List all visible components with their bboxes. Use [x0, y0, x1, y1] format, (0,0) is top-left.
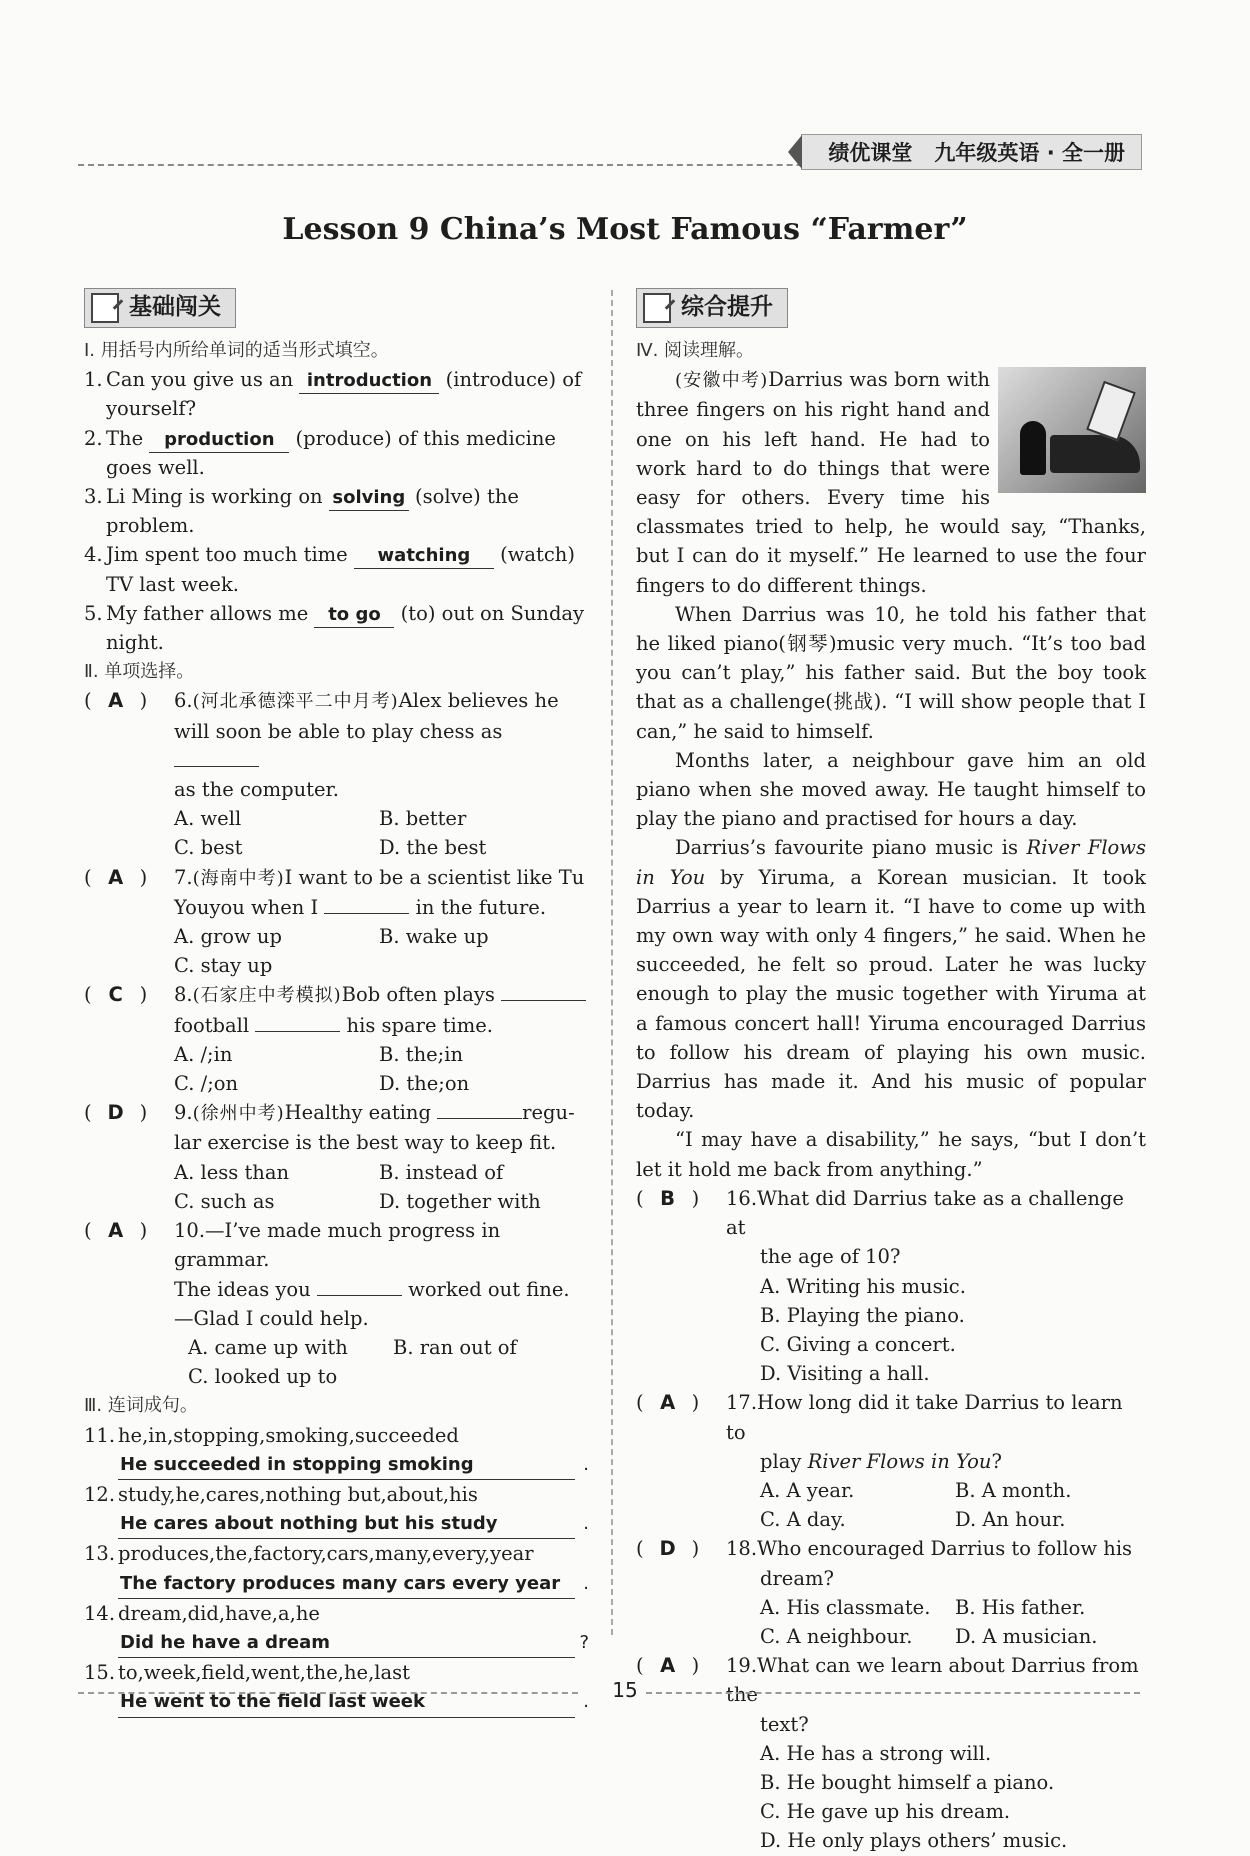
answer-blank: to go [314, 602, 394, 628]
choice-answer: C [108, 983, 123, 1007]
item-text: his spare time. [346, 1013, 494, 1037]
blank-line [437, 1100, 522, 1119]
item-body [726, 1388, 1146, 1476]
answer-paren: ( A ) [84, 686, 174, 804]
header-tab [801, 134, 1142, 170]
reading-question [636, 1184, 1146, 1272]
item-number: 7. [174, 865, 193, 889]
option: B. He bought himself a piano. [760, 1770, 1055, 1794]
answer-text: He cares about nothing but his study [120, 1513, 498, 1535]
item-number: 13. [84, 1542, 116, 1566]
item-text: What did Darrius take as a challenge at [726, 1186, 1124, 1240]
answer-blank: production [149, 427, 289, 453]
item-number: 15. [84, 1661, 116, 1685]
item-continuation: night. [106, 631, 164, 655]
choice-answer: A [660, 1654, 676, 1678]
option: D. together with [379, 1189, 541, 1213]
fill-blank-item [84, 540, 589, 598]
item-text: The ideas you [174, 1277, 311, 1301]
item-text: worked out fine. [408, 1277, 570, 1301]
passage-paragraph-3: Months later, a neighbour gave him an old piano when she moved away. He taught himself to play the piano and practised for hours a day. [636, 748, 1146, 831]
passage-paragraph-1: (安徽中考)Darrius was born with three fingers on his right hand and one on his left hand. He had to work hard to do things that were easy for others. Every time his classmates tried to help, he would say, “Thanks, but I can do it myself.” He learned to use the four fingers to do different things. [636, 368, 1146, 597]
item-number: 14. [84, 1601, 116, 1625]
fill-blank-item [84, 365, 589, 423]
lesson-title: Lesson 9 China’s Most Famous “Farmer” [282, 212, 968, 247]
item-line [174, 717, 589, 775]
passage-paragraph-4: Darrius’s favourite piano music is River Flows in You by Yiruma, a Korean musician. It took Darrius a year to learn it. “I have to come up with my own way with only 4 fingers,” he said. When he succeeded, he felt so proud. Later he was lucky enough to play the music together with Yiruma at a famous concert hall! Yiruma encouraged Darrius to follow his dream of playing his own music. Darrius has made it. And his music of popular today. [636, 836, 1146, 1123]
item-continuation: problem. [106, 514, 195, 538]
option: C. Giving a concert. [760, 1332, 956, 1356]
option: D. An hour. [955, 1508, 1066, 1532]
item-text: I want to be a scientist like Tu [284, 865, 585, 889]
reading-questions [636, 1184, 1146, 1856]
word-list: produces,the,factory,cars,many,every,year [118, 1542, 534, 1566]
item-text: Bob often plays [341, 983, 495, 1007]
option: D. the best [379, 836, 487, 860]
part1-heading: Ⅰ. 用括号内所给单词的适当形式填空。 [84, 340, 389, 361]
item-number: 5. [84, 601, 103, 625]
option: A. well [174, 807, 242, 831]
option: A. less than [174, 1160, 290, 1184]
option: B. ran out of [393, 1335, 517, 1359]
blank-line [174, 748, 259, 767]
fill-blank-item [84, 482, 589, 540]
reading-passage [636, 365, 1146, 1184]
choice-answer: D [107, 1101, 124, 1125]
option: A. grow up [174, 925, 282, 949]
word-list: he,in,stopping,smoking,succeeded [118, 1423, 459, 1447]
item-text: the age of 10? [760, 1245, 901, 1269]
item-body [174, 686, 589, 804]
item-text: (produce) of this medicine [295, 426, 556, 450]
item-line [726, 1564, 1132, 1593]
answer-paren: ( D ) [636, 1534, 726, 1592]
header-brand: 绩优课堂 [828, 141, 913, 165]
choice-options [188, 1333, 589, 1391]
item-text: (to) out on Sunday [400, 601, 585, 625]
blank-line [255, 1013, 340, 1032]
word-order-item [84, 1539, 589, 1568]
item-body [106, 599, 584, 657]
item-text: (solve) the [415, 485, 519, 509]
sentence-answer [118, 1569, 589, 1599]
header-book: 九年级英语 · 全一册 [934, 141, 1125, 165]
choice-answer: A [108, 689, 124, 713]
item-number: 19. [726, 1654, 758, 1678]
option: A. He has a strong will. [760, 1741, 992, 1765]
option: A. came up with [188, 1335, 348, 1359]
item-line [726, 1447, 1146, 1476]
item-body [106, 540, 575, 598]
item-text: in the future. [415, 895, 547, 919]
choice-item [84, 1216, 589, 1333]
item-body [174, 1098, 575, 1157]
item-continuation: goes well. [106, 455, 205, 479]
item-text: dream? [760, 1566, 834, 1590]
item-text: Can you give us an [106, 368, 294, 392]
answer-paren: ( A ) [636, 1388, 726, 1476]
item-text: Li Ming is working on [106, 485, 323, 509]
reading-question [636, 1534, 1146, 1592]
word-order-item [84, 1421, 589, 1450]
end-punct: ? [579, 1631, 589, 1653]
answer-paren: ( D ) [84, 1098, 174, 1157]
item-text: My father allows me [106, 601, 309, 625]
item-source: (徐州中考) [192, 1103, 285, 1125]
right-column [636, 288, 1146, 1856]
option: A. A year. [760, 1478, 855, 1502]
choice-answer: A [108, 1219, 124, 1243]
item-number: 2. [84, 426, 103, 450]
choice-answer: B [660, 1186, 676, 1210]
option: D. the;on [379, 1072, 470, 1096]
item-number: 17. [726, 1391, 758, 1415]
item-line [726, 1242, 1146, 1271]
option: B. better [379, 807, 467, 831]
answer-blank: watching [354, 543, 494, 569]
column-divider [611, 290, 613, 1635]
end-punct: . [583, 1572, 589, 1594]
option: B. A month. [955, 1478, 1072, 1502]
item-line [174, 893, 584, 922]
item-line [174, 1216, 589, 1274]
item-number: 11. [84, 1423, 116, 1447]
choice-options [174, 1040, 589, 1098]
item-body [106, 365, 581, 423]
fill-blank-item [84, 424, 589, 482]
option: D. A musician. [955, 1624, 1098, 1648]
item-body [174, 1216, 589, 1333]
choice-answer: A [660, 1391, 676, 1415]
part2-items [84, 686, 589, 1391]
choice-options [760, 1476, 1146, 1534]
end-punct: . [583, 1513, 589, 1535]
item-number: 6. [174, 689, 193, 713]
choice-answer: D [659, 1537, 676, 1561]
item-line [174, 1128, 575, 1157]
answer-text: He went to the field last week [120, 1691, 425, 1713]
piano-lid-icon [1086, 381, 1136, 441]
item-line [726, 1534, 1132, 1563]
passage-paragraph-5: “I may have a disability,” he says, “but I don’t let it hold me back from anything.” [636, 1128, 1146, 1181]
item-source: (海南中考) [192, 867, 285, 889]
item-line [174, 686, 589, 716]
item-source: (石家庄中考模拟) [192, 985, 342, 1007]
part1-items [84, 365, 589, 657]
answer-paren: ( A ) [636, 1651, 726, 1739]
item-continuation: yourself? [106, 397, 197, 421]
item-text: regu- [522, 1101, 575, 1125]
item-line [174, 1275, 589, 1304]
choice-item [84, 980, 589, 1039]
sentence-answer [118, 1628, 589, 1658]
item-text: —I’ve made much progress in grammar. [174, 1219, 501, 1272]
item-number: 3. [84, 485, 103, 509]
choice-item [84, 1098, 589, 1157]
left-column [84, 288, 589, 1718]
item-text: (watch) [500, 543, 575, 567]
blank-line [501, 982, 586, 1001]
answer-text: Did he have a dream [120, 1631, 331, 1653]
item-text: What can we learn about Darrius from the [726, 1654, 1139, 1707]
choice-options [174, 922, 589, 980]
section-header-basic: 基础闯关 [84, 288, 236, 328]
answer-text: He succeeded in stopping smoking [120, 1453, 474, 1475]
item-text: play [760, 1449, 808, 1473]
blank-line [324, 895, 409, 914]
item-line: as the computer. [174, 778, 339, 802]
item-body [726, 1534, 1132, 1592]
item-text: football [174, 1013, 250, 1037]
item-text: Jim spent too much time [106, 543, 348, 567]
item-number: 10. [174, 1219, 206, 1243]
choice-options [174, 804, 589, 862]
item-number: 9. [174, 1101, 193, 1125]
answer-paren: ( A ) [84, 863, 174, 922]
option: C. stay up [174, 954, 273, 978]
item-text: Healthy eating [284, 1101, 431, 1125]
item-line [726, 1184, 1146, 1242]
fill-blank-item [84, 599, 589, 657]
answer-paren: ( A ) [84, 1216, 174, 1333]
option: D. He only plays others’ music. [760, 1829, 1068, 1853]
item-body [174, 863, 584, 922]
answer-blank: introduction [299, 368, 439, 394]
item-source: (河北承德滦平二中月考) [192, 691, 399, 713]
item-number: 8. [174, 983, 193, 1007]
option: A. His classmate. [760, 1595, 931, 1619]
option: C. He gave up his dream. [760, 1800, 1011, 1824]
item-text: How long did it take Darrius to learn to [726, 1391, 1123, 1444]
section-header-comprehensive: 综合提升 [636, 288, 788, 328]
word-order-item [84, 1599, 589, 1628]
item-line [726, 1710, 1146, 1739]
item-number: 12. [84, 1482, 116, 1506]
part3-heading: Ⅲ. 连词成句。 [84, 1395, 198, 1417]
item-number: 16. [726, 1186, 758, 1210]
option: B. instead of [379, 1160, 504, 1184]
sentence-answer [118, 1509, 589, 1539]
item-text: ? [991, 1449, 1002, 1473]
item-number: 18. [726, 1537, 758, 1561]
blank-line [317, 1277, 402, 1296]
part3-items [84, 1421, 589, 1718]
choice-options [760, 1739, 1146, 1856]
item-text: will soon be able to play chess as [174, 719, 503, 743]
item-line [174, 1011, 586, 1040]
answer-paren: ( B ) [636, 1184, 726, 1272]
option: B. the;in [379, 1042, 464, 1066]
pianist-icon [1020, 421, 1046, 475]
answer-text: The factory produces many cars every year [120, 1572, 561, 1594]
option: C. best [174, 836, 243, 860]
end-punct: . [583, 1453, 589, 1475]
item-line [174, 980, 586, 1010]
item-body [726, 1184, 1146, 1272]
item-body [106, 482, 519, 540]
piano-icon [1050, 435, 1140, 473]
option: B. wake up [379, 925, 489, 949]
passage-paragraph-2: When Darrius was 10, he told his father that he liked piano(钢琴)music very much. “It’s too bad you can’t play,” his father said. But the boy took that as a challenge(挑战). “I will show people that I can,” he said to himself. [636, 602, 1146, 743]
answer-blank: solving [329, 485, 409, 511]
word-list: to,week,field,went,the,he,last [118, 1661, 410, 1685]
option: A. Writing his music. [760, 1274, 966, 1298]
word-list: study,he,cares,nothing but,about,his [118, 1482, 478, 1506]
option: C. such as [174, 1189, 275, 1213]
page-number: 15 [612, 1678, 638, 1702]
notebook-icon [91, 293, 119, 323]
word-list: dream,did,have,a,he [118, 1601, 320, 1625]
item-text: text? [760, 1712, 809, 1736]
item-text: Youyou when I [174, 895, 319, 919]
option: D. Visiting a hall. [760, 1362, 930, 1386]
item-line: —Glad I could help. [174, 1306, 369, 1330]
notebook-icon [643, 293, 671, 323]
item-body [174, 980, 586, 1039]
piano-player-illustration [998, 367, 1146, 493]
item-text: Alex believes he [398, 689, 559, 713]
choice-item [84, 863, 589, 922]
item-line [174, 863, 584, 893]
option: C. /;on [174, 1072, 239, 1096]
part2-heading: Ⅱ. 单项选择。 [84, 661, 195, 683]
sentence-answer [118, 1450, 589, 1480]
item-line [174, 1098, 575, 1128]
option: B. His father. [955, 1595, 1086, 1619]
word-order-item [84, 1480, 589, 1509]
answer-paren: ( C ) [84, 980, 174, 1039]
item-text: Who encouraged Darrius to follow his [757, 1537, 1133, 1561]
item-continuation: TV last week. [106, 572, 239, 596]
choice-options [174, 1158, 589, 1216]
item-title: River Flows in You [807, 1449, 992, 1473]
option: C. A day. [760, 1508, 846, 1532]
end-punct: . [583, 1691, 589, 1713]
choice-options [760, 1272, 1146, 1389]
option: A. /;in [174, 1042, 233, 1066]
option: C. looked up to [188, 1365, 338, 1389]
item-text: The [106, 426, 144, 450]
part4-heading: Ⅳ. 阅读理解。 [636, 340, 755, 361]
option: C. A neighbour. [760, 1624, 913, 1648]
choice-item [84, 686, 589, 804]
reading-question [636, 1388, 1146, 1476]
choice-answer: A [108, 865, 124, 889]
item-text: (introduce) of [445, 368, 582, 392]
item-number: 1. [84, 368, 103, 392]
item-text: lar exercise is the best way to keep fit. [174, 1131, 557, 1155]
item-body [106, 424, 556, 482]
option: B. Playing the piano. [760, 1303, 965, 1327]
choice-options [760, 1593, 1146, 1651]
item-number: 4. [84, 543, 103, 567]
item-line [726, 1388, 1146, 1446]
